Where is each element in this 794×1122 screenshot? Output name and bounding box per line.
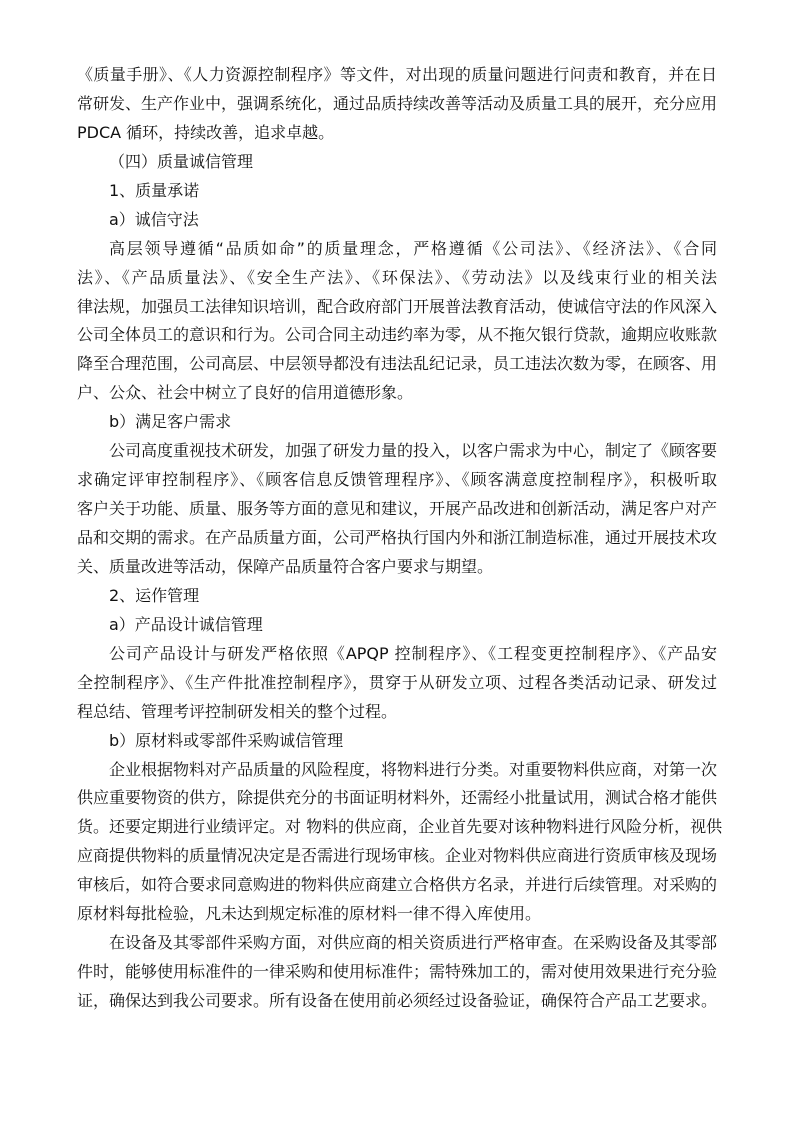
text-line: 《质量手册》、《人力资源控制程序》等文件，对出现的质量问题进行问责和教育，并在日 bbox=[77, 65, 717, 84]
text-line: 律法规，加强员工法律知识培训，配合政府部门开展普法教育活动，使诚信守法的作风深入 bbox=[77, 296, 718, 316]
text-line: 1、质量承诺 bbox=[109, 180, 200, 200]
text-line: 2、运作管理 bbox=[109, 585, 200, 605]
text-line: 企业根据物料对产品质量的风险程度，将物料进行分类。对重要物料供应商，对第一次 bbox=[109, 759, 718, 779]
text-line: 证，确保达到我公司要求。所有设备在使用前必须经过设备验证，确保符合产品工艺要求。 bbox=[77, 991, 718, 1010]
text-line: 程总结、管理考评控制研发相关的整个过程。 bbox=[77, 701, 398, 721]
text-line: 原材料每批检验，凡未达到规定标准的原材料一律不得入库使用。 bbox=[77, 904, 542, 924]
text-line: 户、公众、社会中树立了良好的信用道德形象。 bbox=[77, 383, 414, 403]
text-line: 品和交期的需求。在产品质量方面，公司严格执行国内外和浙江制造标准，通过开展技术攻 bbox=[77, 528, 718, 547]
text-line: 供应重要物资的供方，除提供充分的书面证明材料外，还需经小批量试用，测试合格才能供 bbox=[77, 788, 718, 808]
text-line: 货。还要定期进行业绩评定。对 物料的供应商，企业首先要对该种物料进行风险分析，视供 bbox=[77, 817, 723, 837]
text-line: 降至合理范围，公司高层、中层领导都没有违法乱纪记录，员工违法次数为零，在顾客、用 bbox=[77, 354, 718, 374]
text-line: 在设备及其零部件采购方面，对供应商的相关资质进行严格审查。在采购设备及其零部 bbox=[109, 933, 718, 953]
text-line: 高层领导遵循“品质如命”的质量理念，严格遵循《公司法》、《经济法》、《合同 bbox=[109, 238, 717, 258]
text-line: 公司产品设计与研发严格依照《APQP 控制程序》、《工程变更控制程序》、《产品安 bbox=[109, 643, 717, 663]
text-line: a）诚信守法 bbox=[109, 209, 199, 229]
text-line: 应商提供物料的质量情况决定是否需进行现场审核。企业对物料供应商进行资质审核及现场 bbox=[77, 846, 718, 866]
document-body bbox=[77, 61, 723, 1016]
text-line: 审核后，如符合要求同意购进的物料供应商建立合格供方名录，并进行后续管理。对采购的 bbox=[77, 875, 718, 895]
text-line: b）满足客户需求 bbox=[109, 412, 232, 432]
text-line: 公司高度重视技术研发，加强了研发力量的投入，以客户需求为中心，制定了《顾客要 bbox=[109, 441, 718, 461]
text-line: 法》、《产品质量法》、《安全生产法》、《环保法》、《劳动法》以及线束行业的相关法 bbox=[77, 267, 717, 287]
text-line: b）原材料或零部件采购诚信管理 bbox=[109, 730, 344, 750]
text-line: 件时，能够使用标准件的一律采购和使用标准件；需特殊加工的，需对使用效果进行充分验 bbox=[77, 962, 718, 982]
text-line: 客户关于功能、质量、服务等方面的意见和建议，开展产品改进和创新活动，满足客户对产 bbox=[77, 499, 718, 519]
text-line: （四）质量诚信管理 bbox=[109, 151, 254, 171]
text-line: 公司全体员工的意识和行为。公司合同主动违约率为零，从不拖欠银行贷款，逾期应收账款 bbox=[77, 325, 718, 345]
text-line: a）产品设计诚信管理 bbox=[109, 614, 263, 634]
text-line: 常研发、生产作业中，强调系统化，通过品质持续改善等活动及质量工具的展开，充分应用 bbox=[77, 93, 718, 113]
text-line: 全控制程序》、《生产件批准控制程序》，贯穿于从研发立项、过程各类活动记录、研发过 bbox=[77, 672, 717, 692]
text-line: 求确定评审控制程序》、《顾客信息反馈管理程序》、《顾客满意度控制程序》，积极听取 bbox=[77, 470, 717, 490]
text-line: 关、质量改进等活动，保障产品质量符合客户要求与期望。 bbox=[77, 556, 494, 576]
text-line: PDCA 循环，持续改善，追求卓越。 bbox=[77, 122, 335, 142]
